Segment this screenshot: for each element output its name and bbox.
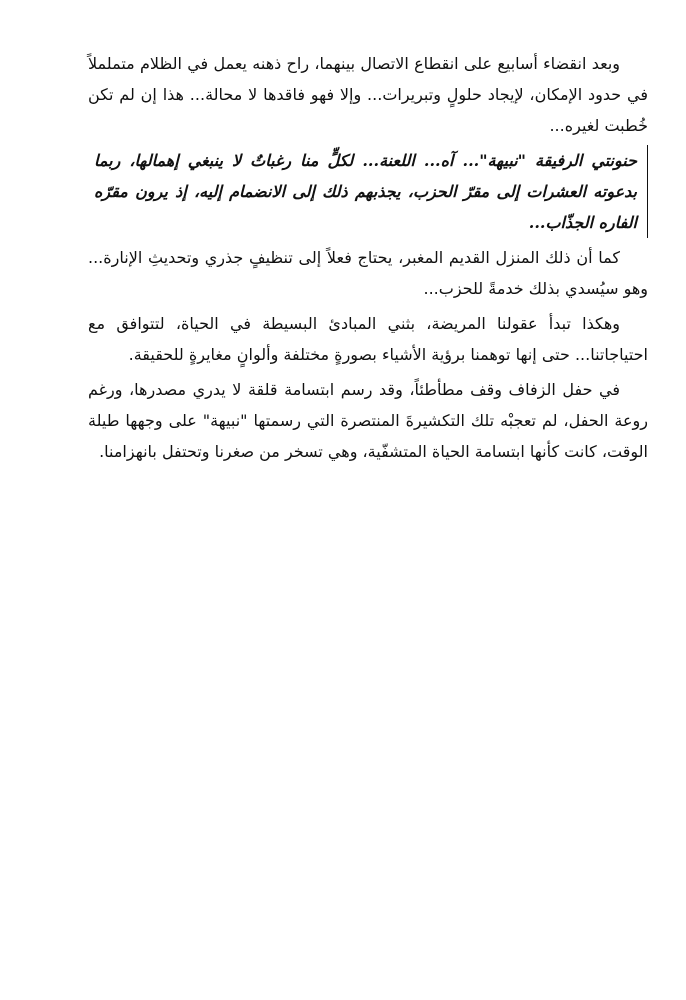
paragraph-2: كما أن ذلك المنزل القديم المغبر، يحتاج فعلاً إلى تنظيفٍ جذري وتحديثِ الإنارة... وهو سيُسدي بذلك خدمةً للحزب...	[88, 248, 648, 298]
paragraph-4: في حفل الزفاف وقف مطأطئاً، وقد رسم ابتسامة قلقة لا يدري مصدرها، ورغم روعة الحفل، لم تعجبْه تلك التكشيرةَ المنتصرة التي رسمتها "نبيهة" على وجهها طيلة الوقت، كانت كأنها ابتسامة الحياة المتشفّية، وهي تسخر من صغرنا وتحتفل بانهزامنا.	[88, 380, 648, 461]
quoted-thought: حنونتي الرفيقة "نبيهة"... آه... اللعنة... لكلٍّ منا رغباتٌ لا ينبغي إهمالها، ربما بدعوته العشرات إلى مقرّ الحزب، يجذبهم ذلك إلى الانضمام إليه، إذ يرون مقرّه الفاره الجذّاب...	[94, 145, 648, 238]
document-page	[88, 48, 648, 471]
paragraph-1: وبعد انقضاء أسابيع على انقطاع الاتصال بينهما، راح ذهنه يعمل في الظلام متململاً في حدود الإمكان، لإيجاد حلولٍ وتبريرات... وإلا فهو فاقدها لا محالة... هذا إن لم تكن خُطبت لغيره...	[88, 54, 648, 135]
paragraph-3: وهكذا تبدأ عقولنا المريضة، بثني المبادئ البسيطة في الحياة، لتتوافق مع احتياجاتنا... حتى إنها توهمنا برؤية الأشياء بصورةٍ مختلفة وألوانٍ مغايرةٍ للحقيقة.	[88, 314, 648, 364]
